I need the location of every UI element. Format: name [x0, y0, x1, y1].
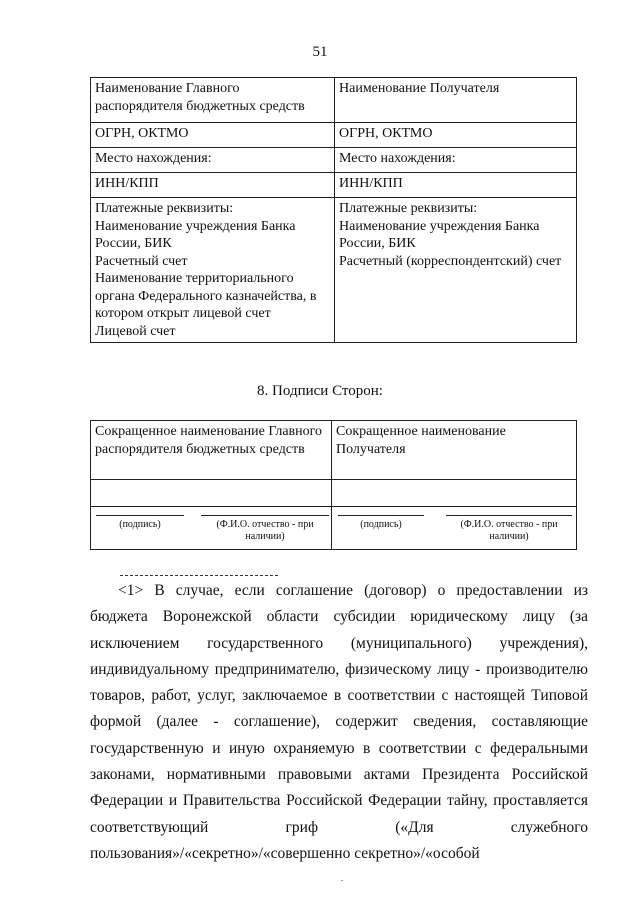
right-ogrn-cell: ОГРН, ОКТМО	[335, 123, 577, 148]
right-payment-cell	[335, 198, 577, 343]
right-location-cell: Место нахождения:	[335, 148, 577, 173]
signature-caption: (подпись)	[119, 519, 161, 530]
right-signature-blank-cell	[332, 480, 577, 507]
left-payment-line: Лицевой счет	[95, 323, 176, 339]
requisites-table	[90, 77, 577, 343]
left-payment-line: Наименование учреждения Банка России, БИК	[95, 218, 296, 251]
right-payment-line: Расчетный (корреспондентский) счет	[339, 253, 562, 269]
left-signature-header: Сокращенное наименование Главного распорядителя бюджетных средств	[91, 421, 332, 480]
left-payment-line: Наименование территориального органа Федерального казначейства, в котором открыт лицевой счет	[95, 271, 317, 321]
signature-line	[96, 515, 184, 516]
left-name-cell: Наименование Главного распорядителя бюджетных средств	[91, 78, 335, 123]
right-inn-cell: ИНН/КПП	[335, 173, 577, 198]
fio-caption: (Ф.И.О. отчество - при наличии)	[460, 519, 558, 542]
right-payment-line: Наименование учреждения Банка России, БИК	[339, 218, 540, 251]
fio-caption: (Ф.И.О. отчество - при наличии)	[216, 519, 314, 542]
footnote-separator	[120, 575, 278, 576]
scan-dot	[341, 880, 343, 881]
left-payment-line: Расчетный счет	[95, 253, 188, 269]
page-number: 51	[312, 44, 328, 60]
signature-caption: (подпись)	[360, 519, 402, 530]
left-signature-blank-cell	[91, 480, 332, 507]
left-inn-cell: ИНН/КПП	[91, 173, 335, 198]
left-signature-caption-cell	[91, 507, 332, 550]
fio-line	[201, 515, 329, 516]
right-payment-line: Платежные реквизиты:	[339, 201, 478, 216]
right-signature-header: Сокращенное наименование Получателя	[332, 421, 577, 480]
fio-line	[446, 515, 572, 516]
signature-line	[338, 515, 424, 516]
section-title: 8. Подписи Сторон:	[257, 383, 383, 399]
signatures-table	[90, 420, 577, 550]
left-ogrn-cell: ОГРН, ОКТМО	[91, 123, 335, 148]
left-payment-cell	[91, 198, 335, 343]
left-payment-line: Платежные реквизиты:	[95, 201, 234, 216]
right-name-cell: Наименование Получателя	[335, 78, 577, 123]
left-location-cell: Место нахождения:	[91, 148, 335, 173]
right-signature-caption-cell	[332, 507, 577, 550]
footnote-text: <1> В случае, если соглашение (договор) о предоставлении из бюджета Воронежской области субсидии юридическому лицу (за исключением государственного (муниципального) учреждения), индивидуальному предпринимателю, физическому лицу - производителю товаров, работ, услуг, заключаемое в соответствии с настоящей Типовой формой (далее - соглашение), содержит сведения, составляющие государственную и иную охраняемую в соответствии с федеральными законами, нормативными правовыми актами Президента Российской Федерации и Правительства Российской Федерации тайну, проставляется соответствующий гриф («Для служебного пользования»/«секретно»/«совершенно секретно»/«особой	[90, 582, 588, 862]
